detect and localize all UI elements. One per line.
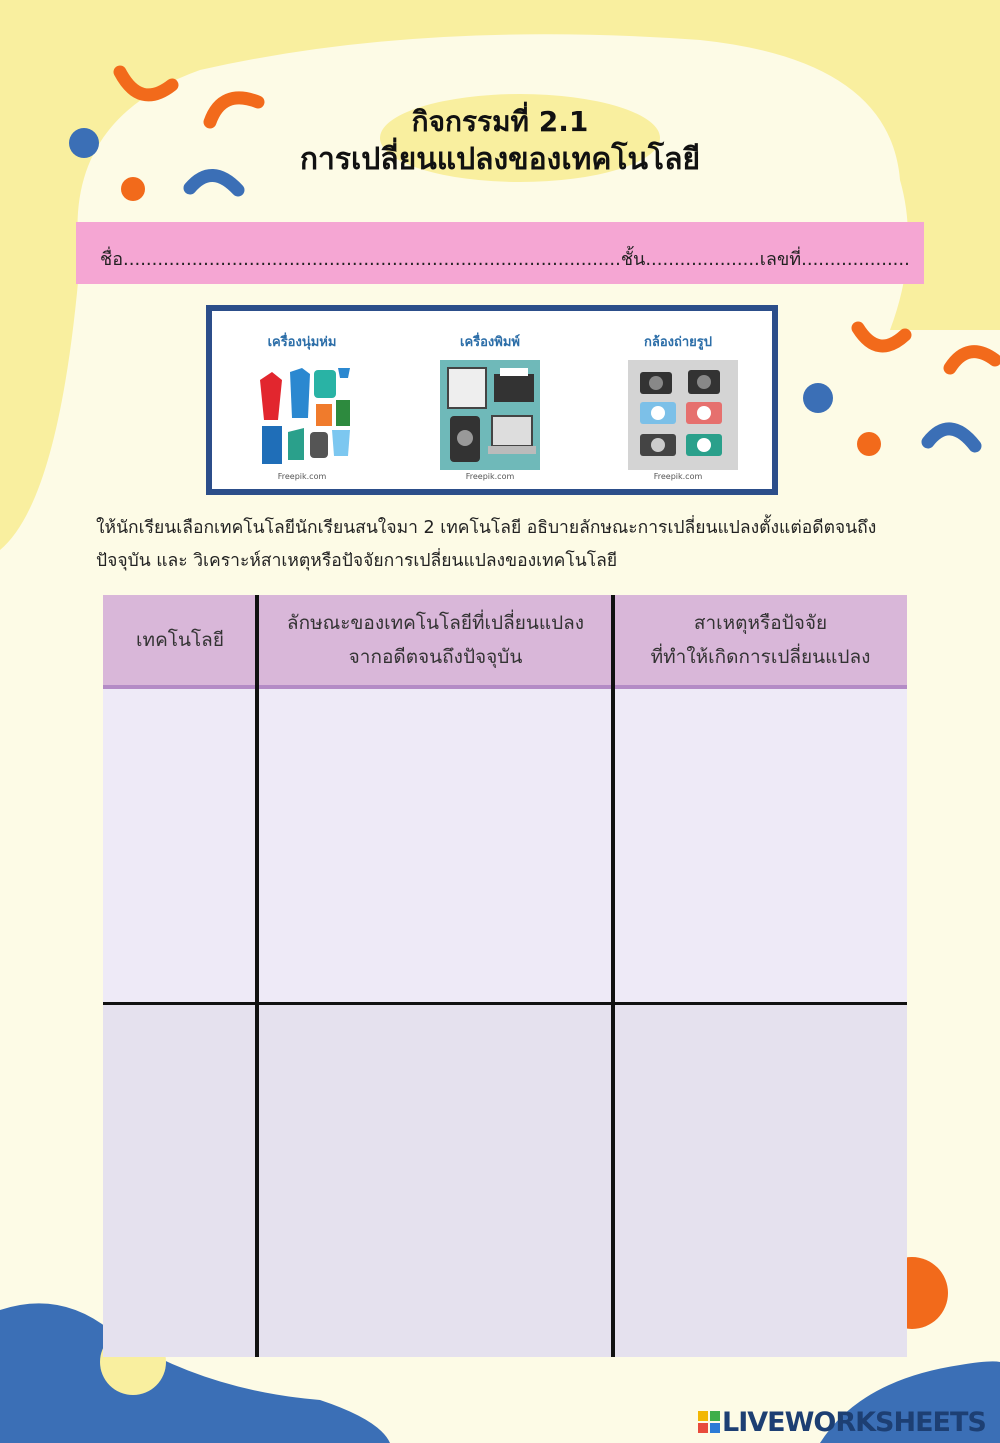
- activity-subtitle: การเปลี่ยนแปลงของเทคโนโลยี: [299, 142, 701, 177]
- thumb-clothes-credit: Freepik.com: [277, 472, 327, 481]
- cell-technology-input[interactable]: [103, 689, 255, 1002]
- clothes-icon: [252, 360, 352, 470]
- liveworksheets-watermark: [698, 1407, 986, 1438]
- activity-title: กิจกรรมที่ 2.1: [411, 105, 589, 138]
- header-changes: [259, 595, 612, 685]
- column-divider: [611, 595, 615, 1357]
- header-technology-line1: เทคโนโลยี: [136, 629, 224, 651]
- thumb-printer: [430, 331, 550, 481]
- cell-causes-input[interactable]: [615, 689, 907, 1002]
- cell-technology-input[interactable]: [103, 1004, 255, 1357]
- thumb-clothes-label: เครื่องนุ่มห่ม: [267, 335, 337, 350]
- camera-icon: [628, 360, 728, 470]
- cell-causes-input[interactable]: [615, 1004, 907, 1357]
- header-changes-line1: ลักษณะของเทคโนโลยีที่เปลี่ยนแปลง: [286, 612, 585, 634]
- header-changes-line2: จากอดีตจนถึงปัจจุบัน: [348, 646, 523, 668]
- student-info-text: ชื่อ.......................................................................................ชั้น....................เลขที่...................: [100, 249, 910, 270]
- instruction-line-2: ปัจจุบัน และ วิเคราะห์สาเหตุหรือปัจจัยการเปลี่ยนแปลงของเทคโนโลยี: [96, 551, 618, 571]
- student-info-bar: [76, 222, 924, 284]
- technology-table: [103, 595, 907, 1357]
- table-row: [103, 1004, 907, 1357]
- column-divider: [255, 595, 259, 1357]
- printer-icon: [440, 360, 540, 470]
- table-row: [103, 689, 907, 1002]
- instruction-line-1: ให้นักเรียนเลือกเทคโนโลยีนักเรียนสนใจมา 2 เทคโนโลยี อธิบายลักษณะการเปลี่ยนแปลงตั้งแต่อดีตจนถึง: [96, 518, 877, 538]
- cell-changes-input[interactable]: [259, 689, 611, 1002]
- header-technology: [103, 595, 257, 685]
- technology-image-panel: [206, 305, 778, 495]
- instruction-text: [96, 512, 946, 578]
- thumb-printer-credit: Freepik.com: [465, 472, 515, 481]
- thumb-camera-credit: Freepik.com: [653, 472, 703, 481]
- header-causes-line2: ที่ทำให้เกิดการเปลี่ยนแปลง: [650, 646, 871, 668]
- thumb-printer-label: เครื่องพิมพ์: [460, 335, 520, 350]
- liveworksheets-logo-icon: [698, 1411, 720, 1433]
- header-causes-line1: สาเหตุหรือปัจจัย: [693, 612, 828, 634]
- cell-changes-input[interactable]: [259, 1004, 611, 1357]
- row-divider: [103, 1002, 907, 1005]
- thumb-camera-label: กล้องถ่ายรูป: [643, 335, 712, 350]
- thumb-camera: [618, 331, 738, 481]
- watermark-text: LIVEWORKSHEETS: [722, 1407, 986, 1438]
- thumb-clothes: [242, 331, 362, 481]
- header-causes: [614, 595, 907, 685]
